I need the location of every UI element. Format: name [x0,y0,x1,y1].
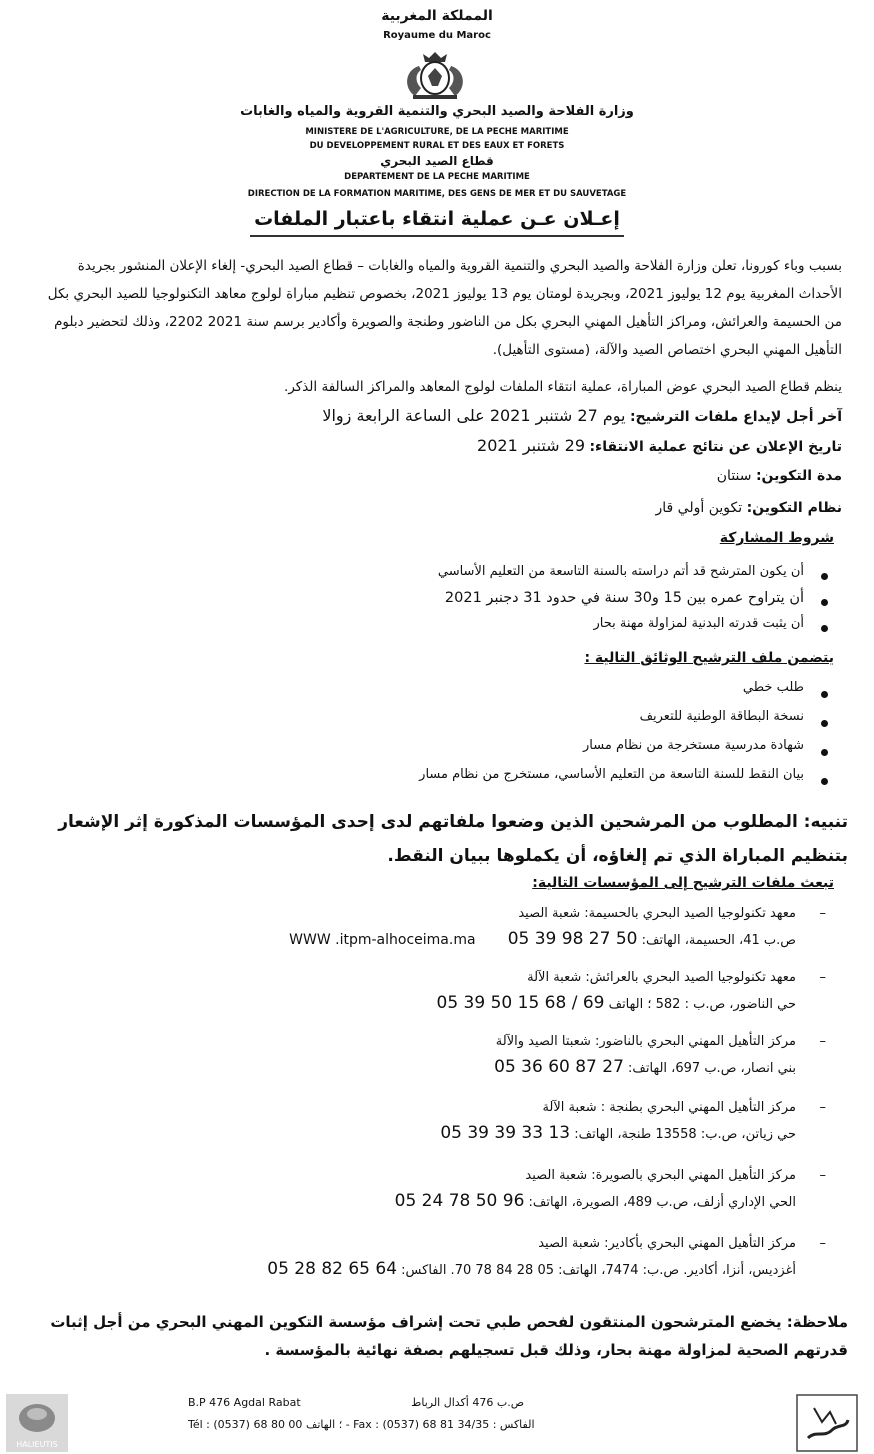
document-item: بيان النقط للسنة التاسعة من التعليم الأساسي، مستخرج من نظام مسار [214,767,834,796]
institutions-title: تبعث ملفات الترشيح إلى المؤسسات التالية: [532,875,834,891]
institution-name: – مركز التأهيل المهني البحري بالصويرة: شعبة الصيد [34,1168,834,1183]
documents-title: يتضمن ملف الترشيح الوثائق التالية : [584,650,834,666]
institution-address: بني انصار، ص.ب 697، الهاتف: [628,1061,796,1076]
title-underline [250,235,624,237]
ministry-fr-line2: DU DEVELOPPEMENT RURAL ET DES EAUX ET FORETS [309,141,565,151]
institution-address: أغزديس، أنزا، أكادير. ص.ب: 7474، الهاتف: 05 28 84 78 70. الفاكس: [401,1263,796,1278]
institution-name: – مركز التأهيل المهني البحري بالناضور: شعبتا الصيد والآلة [34,1034,834,1049]
condition-item: أن يثبت قدرته البدنية لمزاولة مهنة بحار [274,616,834,642]
ministry-fr-line1: MINISTERE DE L'AGRICULTURE, DE LA PECHE MARITIME [305,127,569,137]
institution-phone: 05 36 60 87 27 [494,1057,624,1077]
system-row [32,500,842,516]
institution-phone: 05 28 82 65 64 [267,1259,398,1279]
footer-address-ar: ص.ب 476 أكدال الرباط [411,1396,524,1409]
department-fr: DEPARTEMENT DE LA PECHE MARITIME [344,172,530,182]
documents-list [214,680,834,796]
document-item: نسخة البطاقة الوطنية للتعريف [214,709,834,738]
institution-address-line [34,1123,834,1143]
maritime-logo-icon [796,1394,858,1452]
institution-address: حي الناضور، ص.ب : 582 ؛ الهاتف [608,997,796,1012]
condition-item: أن يكون المترشح قد أتم دراسته بالسنة التاسعة من التعليم الأساسي [274,564,834,590]
duration-row [32,468,842,484]
institution-address: ص.ب 41، الحسيمة، الهاتف: [641,933,796,948]
document-item: شهادة مدرسية مستخرجة من نظام مسار [214,738,834,767]
institution-item [34,906,834,949]
intro-paragraph: بسبب وباء كورونا، تعلن وزارة الفلاحة والصيد البحري والتنمية القروية والمياه والغابات – قطاع الصيد البحري- إلغاء الإعلان المنشور بجريدة الأحداث المغربية يوم 12 يوليوز 2021، وبجريدة لومتان يوم 13 يوليوز 2021، بخصوص تنظيم مباراة لولوج معاهد التكنولوجيا للصيد البحري بكل من الحسيمة والعرائش، ومراكز التأهيل المهني البحري بكل من الناضور وطنجة والصويرة وأكادير برسم سنة 2021 2202، وذلك لتحضير دبلوم التأهيل المهني البحري اختصاص الصيد والآلة، (مستوى التأهيل). [47,258,842,358]
deadline-value: يوم 27 شتنبر 2021 على الساعة الرابعة زوالا [322,406,626,425]
institution-name: – معهد تكنولوجيا الصيد البحري بالعرائش: شعبة الآلة [34,970,834,985]
notice-paragraph: تنبيه: المطلوب من المرشحين الذين وضعوا ملفاتهم لدى إحدى المؤسسات المذكورة إثر الإشعار بتنظيم المباراة الذي تم إلغاؤه، أن يكملوها ببيان النقط. [58,812,848,866]
footer-contact: Tél : (0537) 68 80 00 ؛ الهاتف - Fax : (0537) 68 81 34/35 : الفاكس [188,1418,535,1431]
institution-item [34,1236,834,1279]
announcement-title: إعـلان عـن عملية انتقاء باعتبار الملفات [254,208,620,230]
duration-label: مدة التكوين: [755,468,842,484]
institution-address-line [34,929,834,949]
institution-name: – معهد تكنولوجيا الصيد البحري بالحسيمة: شعبة الصيد [34,906,834,921]
deadline-row [32,406,842,425]
halieutis-logo-icon [6,1394,68,1452]
conditions-title: شروط المشاركة [719,530,834,546]
institution-item [34,970,834,1013]
institution-phone: 05 39 39 33 13 [440,1123,571,1143]
system-value: تكوين أولي قار [655,500,743,516]
duration-value: سنتان [716,468,752,484]
institution-phone: 05 39 98 27 50 [507,929,638,949]
coat-of-arms-icon [385,48,485,100]
institution-address-line [34,1191,834,1211]
intro-paragraph-2: ينظم قطاع الصيد البحري عوض المباراة، عملية انتقاء الملفات لولوج المعاهد والمراكز السالفة الذكر. [284,379,842,395]
direction-fr: DIRECTION DE LA FORMATION MARITIME, DES GENS DE MER ET DU SAUVETAGE [247,189,627,199]
institution-name: – مركز التأهيل المهني البحري بأكادير: شعبة الصيد [34,1236,834,1251]
results-label: تاريخ الإعلان عن نتائج عملية الانتقاء: [589,439,842,455]
deadline-label: آخر أجل لإيداع ملفات الترشيح: [629,409,842,425]
kingdom-ar: المملكة المغربية [381,8,493,24]
department-ar: قطاع الصيد البحري [380,154,494,168]
institution-item [34,1168,834,1211]
halieutis-logo-text: HALIEUTIS [16,1440,58,1449]
institution-address-line [34,1057,834,1077]
institution-item [34,1034,834,1077]
institution-address-line [34,993,834,1013]
system-label: نظام التكوين: [746,500,842,516]
document-item: طلب خطي [214,680,834,709]
results-value: 29 شتنبر 2021 [477,436,585,455]
ministry-ar: وزارة الفلاحة والصيد البحري والتنمية القروية والمياه والغابات [240,104,634,119]
institution-phone: 05 39 50 15 68 / 69 [436,993,605,1013]
results-row [32,436,842,455]
institution-address-line [34,1259,834,1279]
conditions-list [274,564,834,642]
institution-website[interactable]: WWW .itpm-alhoceima.ma [289,932,476,948]
institution-phone: 05 24 78 50 96 [394,1191,525,1211]
institution-item [34,1100,834,1143]
institution-address: الحي الإداري أزلف، ص.ب 489، الصويرة، الهاتف: [528,1195,796,1210]
condition-item: أن يتراوح عمره بين 15 و30 سنة في حدود 31 دجنبر 2021 [274,590,834,616]
kingdom-fr: Royaume du Maroc [383,30,491,41]
remark-paragraph: ملاحظة: يخضع المترشحون المنتقون لفحص طبي تحت إشراف مؤسسة التكوين المهني البحري من أجل إثبات قدرتهم الصحية لمزاولة مهنة بحار، وذلك قبل تسجيلهم بصفة نهائية بالمؤسسة . [50,1313,848,1359]
institution-name: – مركز التأهيل المهني البحري بطنجة : شعبة الآلة [34,1100,834,1115]
institution-address: حي زياتن، ص.ب: 13558 طنجة، الهاتف: [574,1127,796,1142]
footer-address-fr: B.P 476 Agdal Rabat [188,1396,301,1409]
